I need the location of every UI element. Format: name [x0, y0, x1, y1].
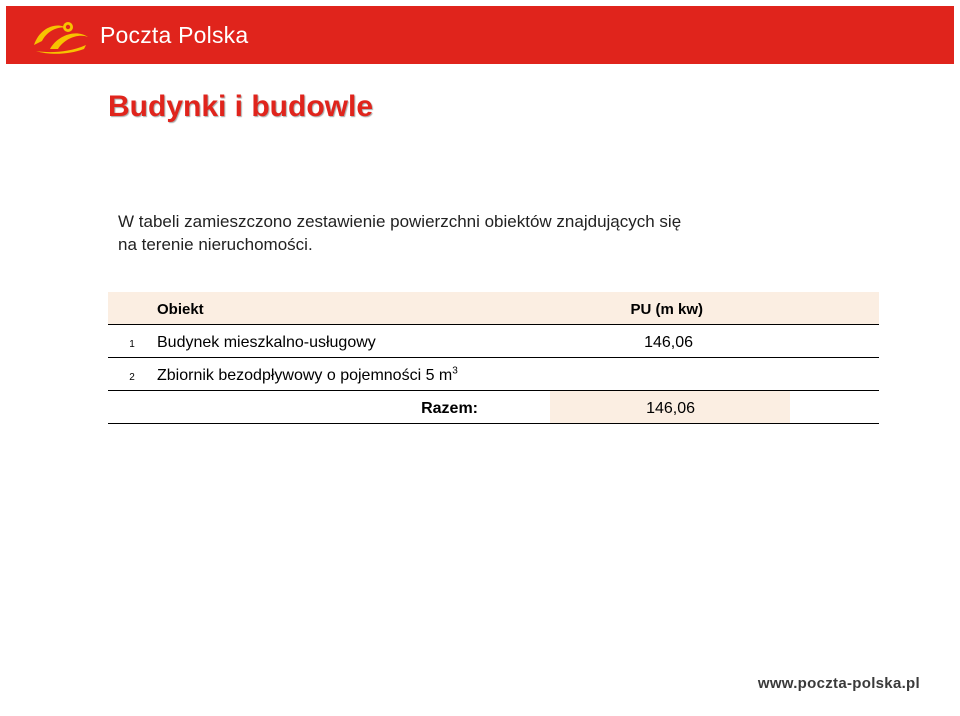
row-obiekt: Budynek mieszkalno-usługowy [157, 334, 376, 351]
table-row [108, 325, 879, 358]
intro-line-2: na terenie nieruchomości. [118, 235, 313, 254]
page-title: Budynki i budowle [108, 90, 374, 123]
total-label: Razem: [421, 400, 478, 417]
poczta-polska-logo-icon [28, 15, 94, 55]
total-value: 146,06 [646, 400, 695, 417]
brand-name: Poczta Polska [100, 21, 249, 48]
table-total-row [108, 391, 879, 424]
row-pu: 146,06 [644, 334, 693, 351]
row-pu [548, 358, 788, 390]
row-number: 2 [129, 372, 135, 383]
table-row [108, 358, 879, 391]
row-number: 1 [129, 339, 135, 350]
column-header-pu: PU (m kw) [630, 301, 703, 318]
row-obiekt: Zbiornik bezodpływowy o pojemności 5 m [157, 367, 453, 384]
row-obiekt-wrap [157, 358, 458, 390]
column-header-obiekt: Obiekt [157, 301, 204, 318]
intro-text [118, 210, 818, 256]
table-header-row [108, 292, 879, 325]
intro-line-1: W tabeli zamieszczono zestawienie powierzchni obiektów znajdujących się [118, 212, 682, 231]
unit-superscript: 3 [452, 365, 458, 377]
footer-url: www.poczta-polska.pl [757, 675, 920, 692]
header-bar [6, 6, 954, 64]
buildings-table [108, 292, 879, 424]
brand-logo [28, 14, 248, 56]
